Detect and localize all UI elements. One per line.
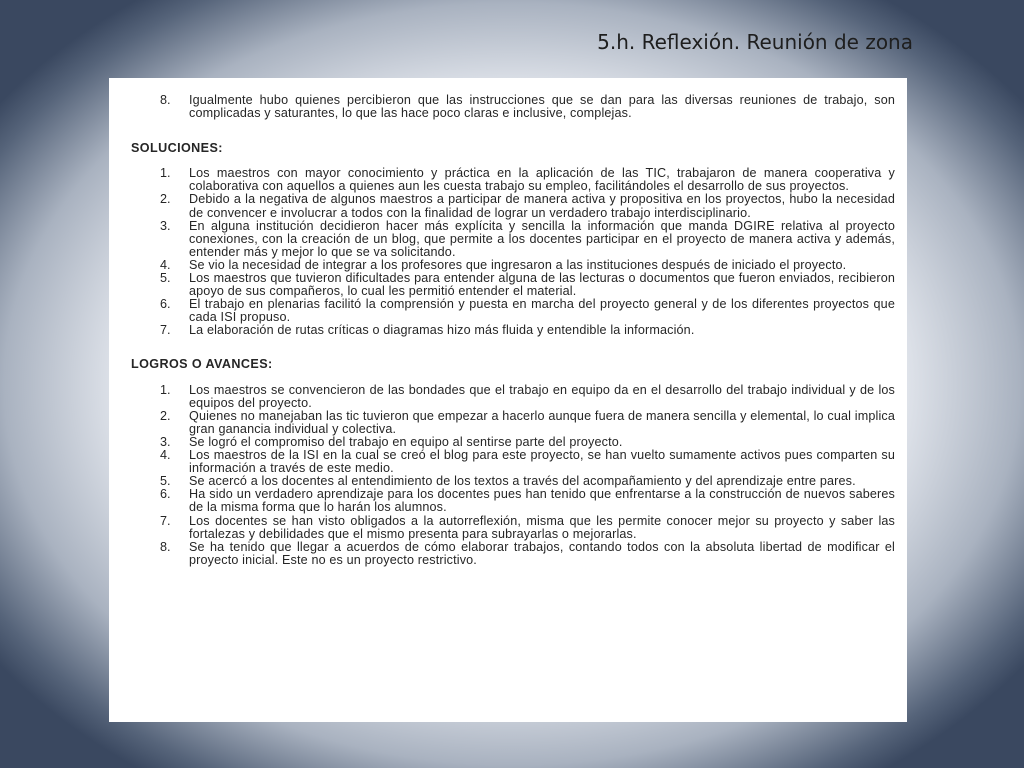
item-number: 2. — [160, 408, 171, 423]
item-number: 1. — [160, 382, 171, 397]
item-number: 5. — [160, 474, 171, 489]
list-item — [131, 220, 895, 259]
item-text: Los maestros se convencieron de las bondades que el trabajo en equipo da en el desarrollo del trabajo individual y de los equipos del proyecto. — [189, 382, 895, 410]
item-text: Se logró el compromiso del trabajo en equipo al sentirse parte del proyecto. — [189, 434, 623, 449]
item-text: Se vio la necesidad de integrar a los profesores que ingresaron a las instituciones después de iniciado el proyecto. — [189, 257, 847, 272]
list-item — [131, 449, 895, 475]
item-text: Ha sido un verdadero aprendizaje para los docentes pues han tenido que enfrentarse a la construcción de nuevos saberes de la misma forma que lo harán los alumnos. — [189, 487, 895, 515]
item-number: 4. — [160, 257, 171, 272]
list-item — [131, 410, 895, 436]
item-text: En alguna institución decidieron hacer más explícita y sencilla la información que manda DGIRE relativa al proyecto conexiones, con la creación de un blog, que permite a los docentes participar en el proyecto de manera activa y además, entender más y mejor lo que se va solicitando. — [189, 218, 895, 259]
slide-title: 5.h. Reflexión. Reunión de zona — [597, 30, 913, 54]
item-text: Igualmente hubo quienes percibieron que las instrucciones que se dan para las diversas reuniones de trabajo, son complicadas y saturantes, lo que las hace poco claras e inclusive, complejas. — [189, 93, 895, 121]
item-text: El trabajo en plenarias facilitó la comprensión y puesta en marcha del proyecto general y de los diferentes proyectos que cada ISI propuso. — [189, 297, 895, 325]
item-text: La elaboración de rutas críticas o diagramas hizo más fluida y entendible la información. — [189, 323, 695, 338]
item-text: Se ha tenido que llegar a acuerdos de cómo elaborar trabajos, contando todos con la absoluta libertad de modificar el proyecto inicial. Este no es un proyecto restrictivo. — [189, 539, 895, 567]
list-item — [131, 541, 895, 567]
item-number: 7. — [160, 513, 171, 528]
list-item — [131, 193, 895, 219]
intro-item — [131, 94, 895, 120]
list-item — [131, 384, 895, 410]
item-number: 2. — [160, 192, 171, 207]
item-text: Los maestros con mayor conocimiento y práctica en la aplicación de las TIC, trabajaron de manera cooperativa y colaborativa con aquellos a quienes aun les cuesta trabajo su empleo, facilitándoles el desarrollo de sus proyectos. — [189, 166, 895, 194]
item-number: 3. — [160, 434, 171, 449]
soluciones-heading: SOLUCIONES: — [131, 141, 223, 156]
item-number: 8. — [160, 93, 171, 107]
item-text: Debido a la negativa de algunos maestros a participar de manera activa y propositiva en los proyectos, hubo la necesidad de convencer e involucrar a todos con la finalidad de lograr un verdadero trabajo interdisciplinario. — [189, 192, 895, 220]
soluciones-list — [131, 167, 895, 337]
list-item — [131, 324, 895, 337]
item-text: Los docentes se han visto obligados a la autorreflexión, misma que les permite conocer mejor su proyecto y saber las fortalezas y debilidades que el mismo presenta para subrayarlas o mejorarlas. — [189, 513, 895, 541]
logros-list — [131, 384, 895, 567]
item-number: 3. — [160, 218, 171, 233]
item-number: 1. — [160, 166, 171, 181]
list-item — [131, 298, 895, 324]
list-item — [131, 515, 895, 541]
item-text: Se acercó a los docentes al entendimiento de los textos a través del acompañamiento y del aprendizaje entre pares. — [189, 474, 856, 489]
item-text: Quienes no manejaban las tic tuvieron que empezar a hacerlo aunque fuera de manera sencilla y elemental, lo cual implica gran ganancia individual y colectiva. — [189, 408, 895, 436]
list-item — [131, 488, 895, 514]
list-item — [131, 272, 895, 298]
item-number: 6. — [160, 487, 171, 502]
item-text: Los maestros que tuvieron dificultades para entender alguna de las lecturas o documentos que fueron enviados, recibieron apoyo de sus compañeros, lo cual les permitió entender el material. — [189, 271, 895, 299]
list-item — [131, 167, 895, 193]
item-number: 7. — [160, 323, 171, 338]
logros-heading: LOGROS O AVANCES: — [131, 356, 273, 371]
document-scan — [109, 78, 907, 722]
item-number: 6. — [160, 297, 171, 312]
item-number: 8. — [160, 539, 171, 554]
item-text: Los maestros de la ISI en la cual se creó el blog para este proyecto, se han vuelto sumamente activos pues comparten su información a través de este medio. — [189, 448, 895, 476]
item-number: 5. — [160, 271, 171, 286]
item-number: 4. — [160, 448, 171, 463]
